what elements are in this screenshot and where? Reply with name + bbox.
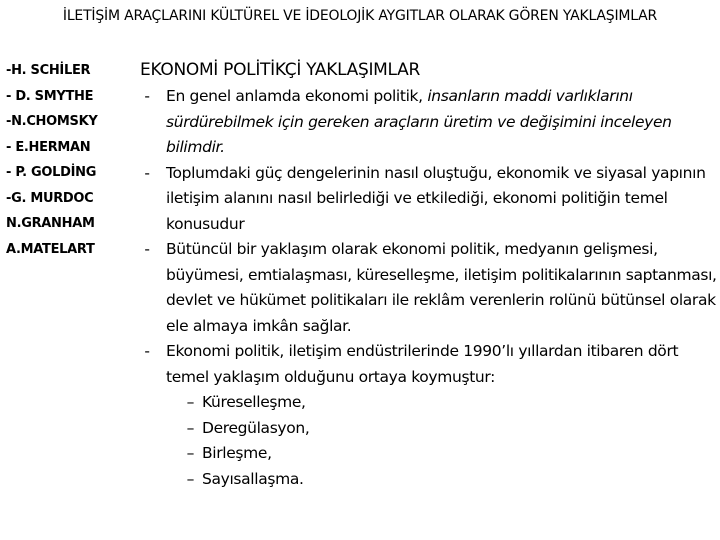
approach-text: Deregülasyon,: [202, 418, 310, 437]
author-item: -N.CHOMSKY: [6, 114, 98, 129]
sub-marker: –: [186, 393, 194, 411]
approach-text: Sayısallaşma.: [202, 469, 304, 488]
sub-marker: –: [186, 444, 194, 462]
bullet-text: Ekonomi politik, iletişim endüstrilerinde 1990’lı yıllardan itibaren dört temel yaklaşım olduğunu ortaya koymuştur:: [166, 342, 679, 386]
bullet-item: [140, 84, 718, 161]
author-item: A.MATELART: [6, 241, 95, 257]
approach-item: [166, 416, 718, 442]
approach-item: [166, 467, 718, 493]
bullet-item: [140, 339, 718, 492]
bullet-text: Bütüncül bir yaklaşım olarak ekonomi politik, medyanın gelişmesi, büyümesi, emtialaşması, küreselleşme, iletişim politikalarının saptanması, devlet ve hükümet politikaları ile reklâm verenlerin rolünü bütünsel olarak ele almaya imkân sağlar.: [166, 240, 717, 335]
author-item: - E.HERMAN: [6, 139, 91, 155]
author-item: - D. SMYTHE: [6, 88, 94, 104]
bullet-text-italic: insanların maddi varlıklarını sürdürebilmek için gereken araçların üretim ve değişimini inceleyen bilimdir.: [166, 87, 672, 156]
bullet-item: [140, 161, 718, 238]
bullet-text: En genel anlamda ekonomi politik,: [166, 87, 428, 105]
approach-text: Küreselleşme,: [202, 393, 306, 411]
page-title: İLETİŞİM ARAÇLARINI KÜLTÜREL VE İDEOLOJİK AYGITLAR OLARAK GÖREN YAKLAŞIMLAR: [62, 8, 658, 24]
approach-item: [166, 390, 718, 416]
section-heading: EKONOMİ POLİTİKÇİ YAKLAŞIMLAR: [140, 60, 420, 80]
sub-marker: –: [186, 469, 194, 488]
bullet-marker: -: [144, 87, 150, 105]
bullet-marker: -: [144, 342, 150, 360]
approach-text: Birleşme,: [202, 444, 272, 462]
approach-item: [166, 441, 718, 467]
bullet-marker: -: [144, 240, 150, 258]
author-item: N.GRANHAM: [6, 216, 95, 231]
author-item: - P. GOLDİNG: [6, 165, 97, 180]
sub-marker: –: [186, 418, 194, 437]
author-item: -G. MURDOC: [6, 190, 94, 206]
author-list: [6, 58, 141, 262]
author-item: -H. SCHİLER: [6, 63, 91, 78]
bullet-item: [140, 237, 718, 339]
approach-list: [166, 390, 718, 492]
bullet-text: Toplumdaki güç dengelerinin nasıl oluştuğu, ekonomik ve siyasal yapının iletişim alanını nasıl belirlediği ve etkilediği, ekonomi politiğin temel konusudur: [166, 163, 706, 233]
bullet-marker: -: [144, 163, 150, 182]
bullet-list: [140, 84, 718, 492]
